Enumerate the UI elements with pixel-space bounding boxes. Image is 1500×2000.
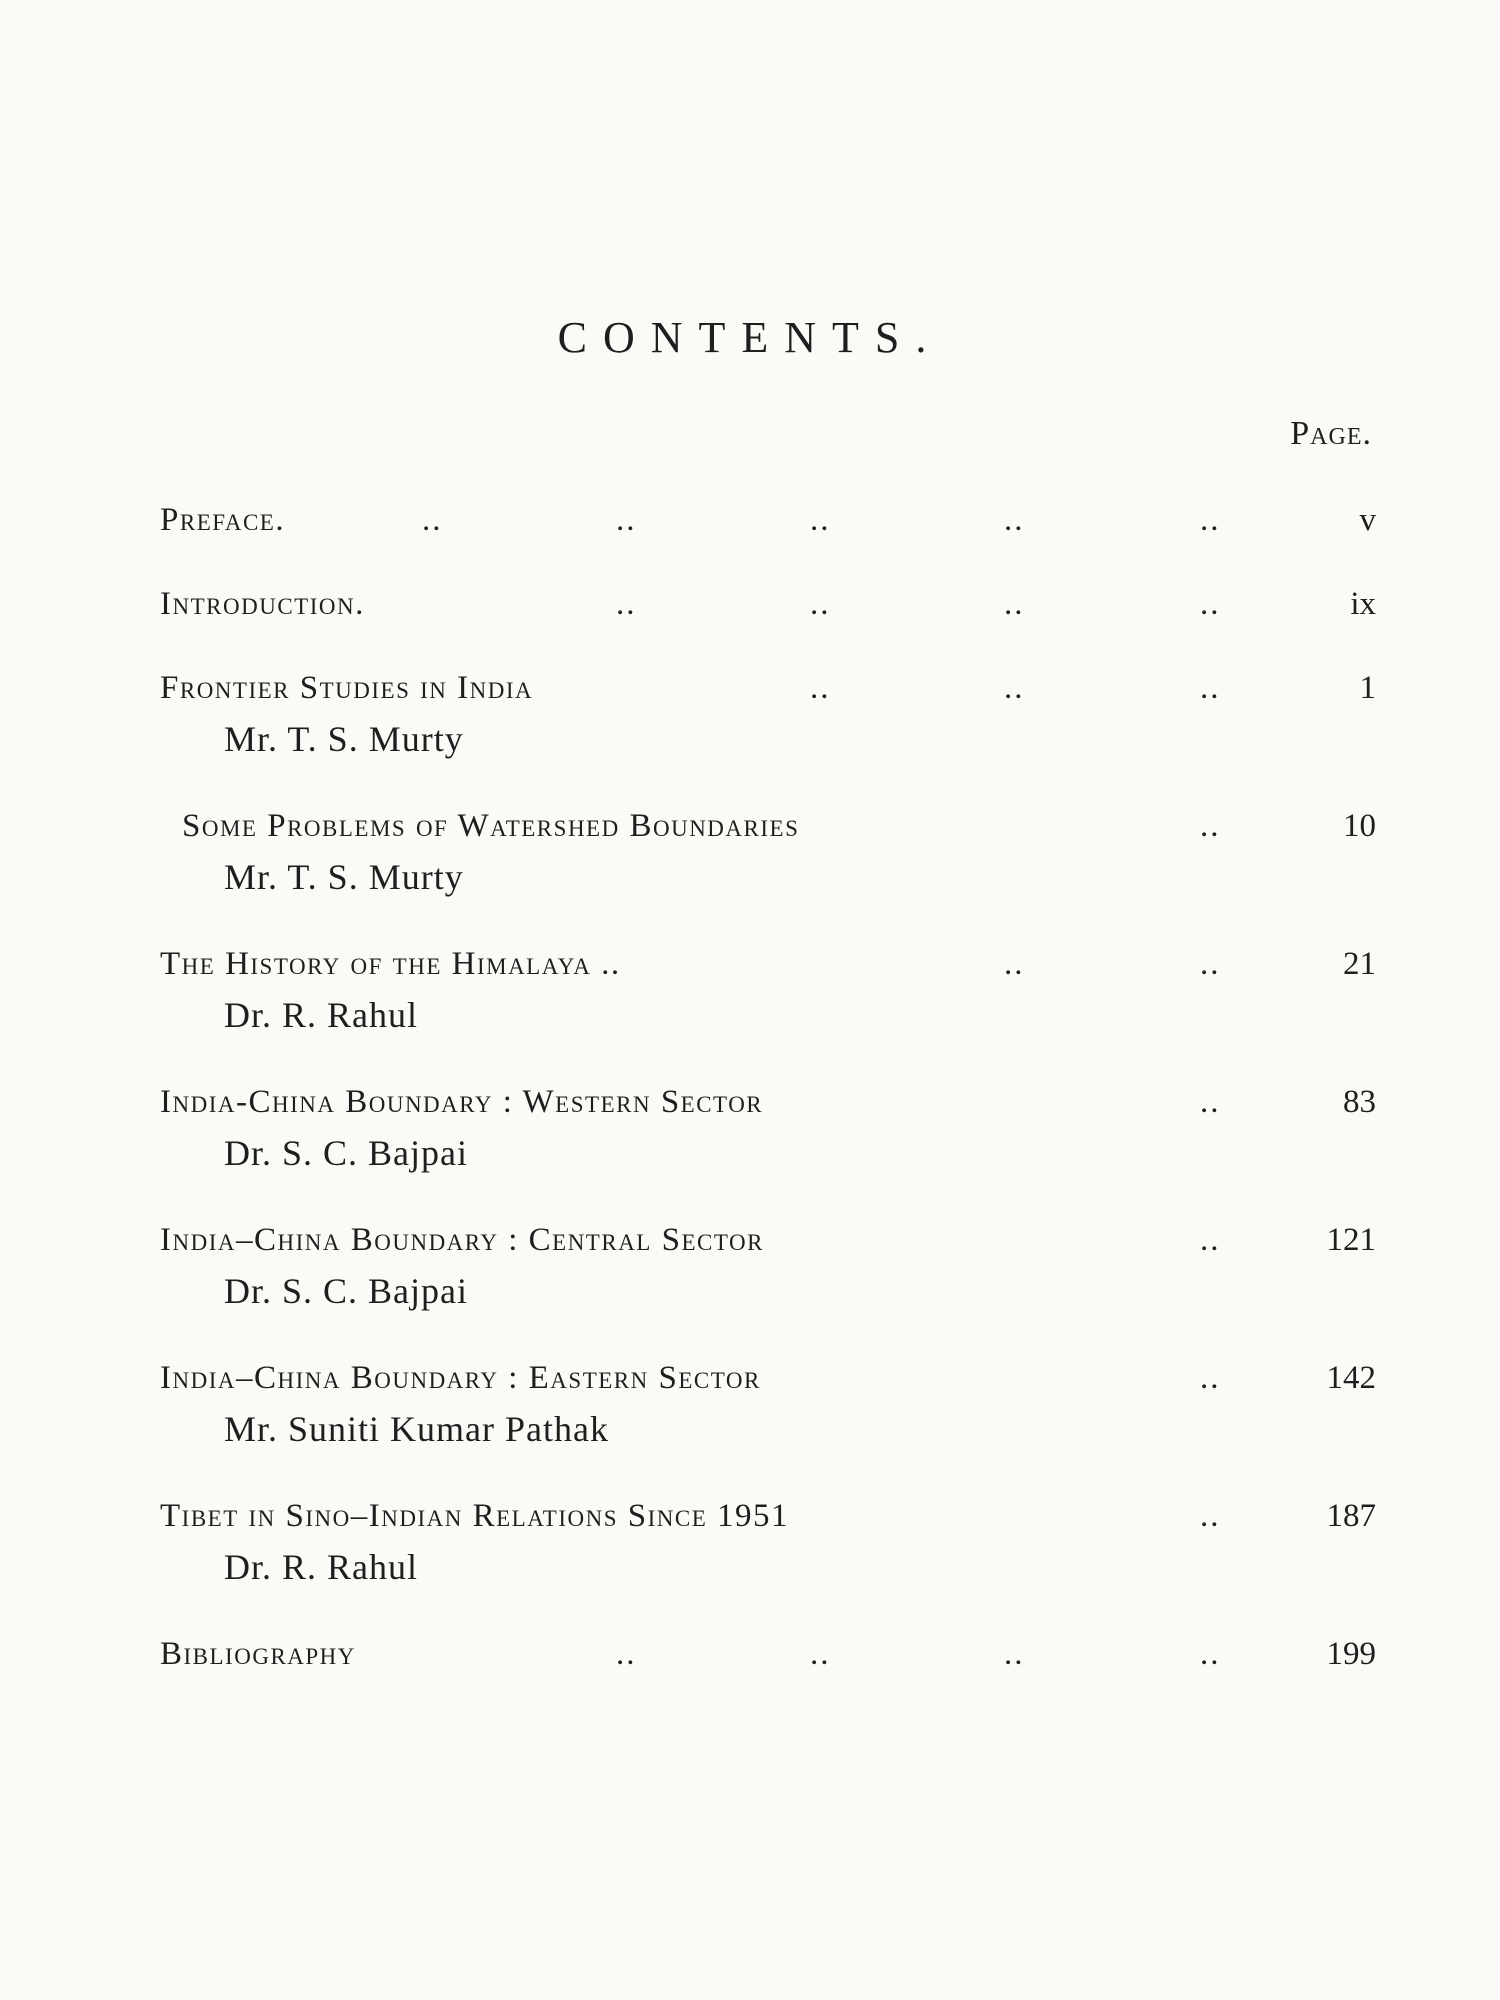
leader-dots: .. — [810, 586, 831, 622]
entry-title: Frontier Studies in India — [160, 670, 534, 706]
entry-title: The History of the Himalaya .. — [160, 946, 621, 982]
entry-author: Dr. R. Rahul — [224, 995, 419, 1035]
leader-dots: .. — [1200, 586, 1221, 622]
entry-page: 10 — [1343, 808, 1376, 844]
page-title: CONTENTS. — [557, 313, 943, 362]
toc-entry — [160, 1084, 1376, 1180]
leader-dots: .. — [422, 502, 443, 538]
leader-dots: .. — [616, 586, 637, 622]
leader-dots: .. — [616, 502, 637, 538]
entry-title: India–China Boundary : Central Sector — [160, 1222, 764, 1258]
page-column-header: Page. — [1290, 415, 1372, 452]
entry-author: Dr. R. Rahul — [224, 1547, 419, 1587]
toc-entry — [160, 808, 1376, 904]
entry-page: ix — [1350, 586, 1376, 622]
entry-title: Tibet in Sino–Indian Relations Since 1951 — [160, 1498, 789, 1534]
leader-dots: .. — [810, 1636, 831, 1672]
leader-dots: .. — [1004, 670, 1025, 706]
leader-dots: .. — [1200, 502, 1221, 538]
leader-dots: .. — [1200, 808, 1221, 844]
entry-page: 187 — [1326, 1498, 1376, 1534]
entry-title: Preface. — [160, 502, 286, 538]
toc-entry — [160, 670, 1376, 766]
entry-author: Mr. T. S. Murty — [224, 857, 464, 897]
entry-title: Some Problems of Watershed Boundaries — [182, 808, 800, 844]
leader-dots: .. — [1200, 1222, 1221, 1258]
leader-dots: .. — [810, 670, 831, 706]
leader-dots: .. — [1200, 1084, 1221, 1120]
leader-dots: .. — [1004, 586, 1025, 622]
entry-page: 83 — [1343, 1084, 1376, 1120]
leader-dots: .. — [1200, 1636, 1221, 1672]
toc-entry — [160, 1222, 1376, 1318]
entry-author: Dr. S. C. Bajpai — [224, 1271, 469, 1311]
leader-dots: .. — [1004, 946, 1025, 982]
leader-dots: .. — [1004, 1636, 1025, 1672]
entry-title: Introduction. — [160, 586, 365, 622]
leader-dots: .. — [810, 502, 831, 538]
toc-entry — [160, 946, 1376, 1042]
leader-dots: .. — [616, 1636, 637, 1672]
entry-title: India–China Boundary : Eastern Sector — [160, 1360, 761, 1396]
entry-page: 142 — [1326, 1360, 1376, 1396]
entry-title: Bibliography — [160, 1636, 356, 1672]
leader-dots: .. — [1200, 946, 1221, 982]
leader-dots: .. — [1200, 670, 1221, 706]
entry-author: Dr. S. C. Bajpai — [224, 1133, 469, 1173]
toc-entry-preface — [160, 502, 1376, 550]
entry-author: Mr. T. S. Murty — [224, 719, 464, 759]
toc-entry-bibliography — [160, 1636, 1376, 1684]
leader-dots: .. — [1200, 1360, 1221, 1396]
leader-dots: .. — [1004, 502, 1025, 538]
toc-entry — [160, 1360, 1376, 1456]
leader-dots: .. — [1200, 1498, 1221, 1534]
entry-page: v — [1359, 502, 1376, 538]
entry-page: 121 — [1326, 1222, 1376, 1258]
entry-page: 21 — [1343, 946, 1376, 982]
entry-title: India-China Boundary : Western Sector — [160, 1084, 764, 1120]
entry-page: 199 — [1326, 1636, 1376, 1672]
entry-page: 1 — [1359, 670, 1376, 706]
toc-entry-introduction — [160, 586, 1376, 634]
toc-entry — [160, 1498, 1376, 1594]
entry-author: Mr. Suniti Kumar Pathak — [224, 1409, 609, 1449]
